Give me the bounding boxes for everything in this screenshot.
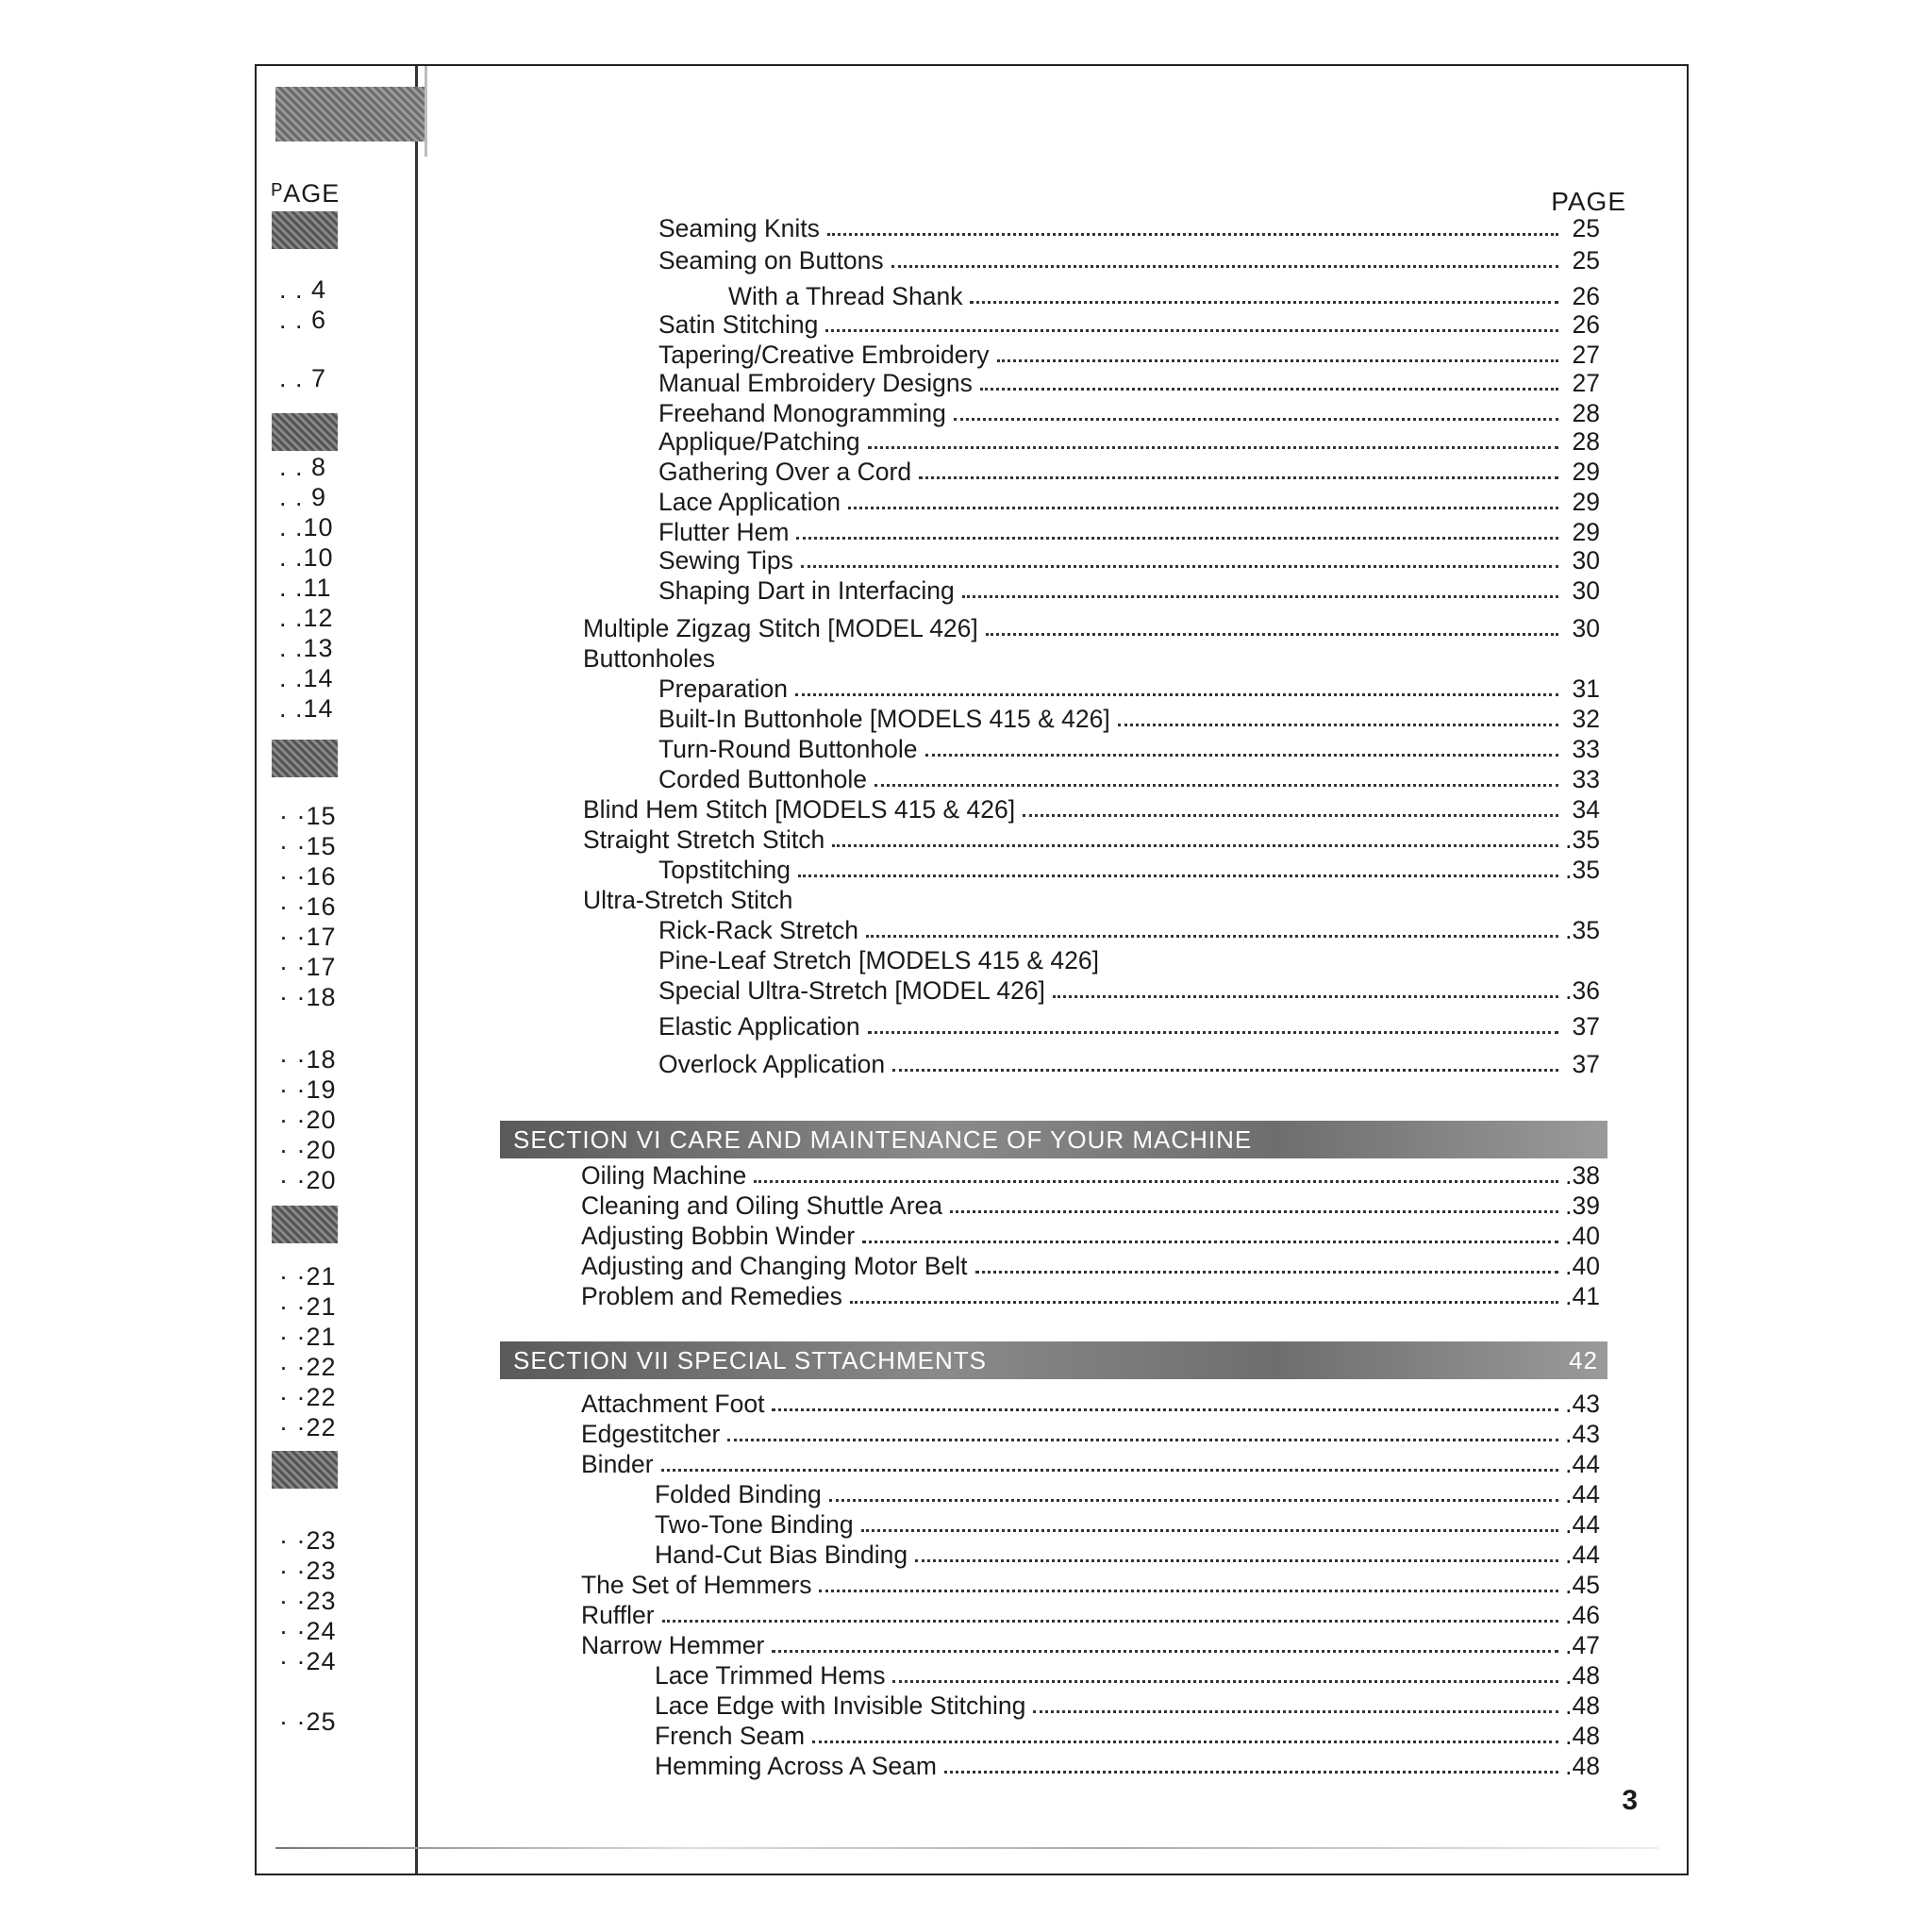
dot-leader [986, 633, 1558, 636]
toc-entry-page: 29 [1572, 458, 1600, 486]
toc-entry-page: .36 [1565, 976, 1600, 1005]
dot-leader [795, 693, 1558, 696]
toc-entry [581, 1158, 1600, 1191]
toc-entry-page: .48 [1565, 1722, 1600, 1750]
left-page-number: · ·21 [279, 1323, 337, 1351]
toc-entry-label: Turn-Round Buttonhole [658, 735, 918, 763]
dot-leader [874, 784, 1558, 787]
toc-entry [658, 574, 1600, 606]
toc-entry [581, 1447, 1600, 1479]
toc-entry-label: Seaming Knits [658, 214, 820, 242]
dot-leader [944, 1771, 1558, 1774]
section-vii-banner [500, 1341, 1607, 1379]
toc-entry-label: Oiling Machine [581, 1161, 747, 1190]
toc-entry-label: Ruffler [581, 1601, 655, 1629]
dot-leader [892, 1680, 1558, 1683]
toc-entry-page: 28 [1572, 427, 1600, 456]
dot-leader [829, 1499, 1558, 1502]
left-page-number: · ·23 [279, 1557, 337, 1585]
dot-leader [1033, 1710, 1558, 1713]
toc-entry-label: Built-In Buttonhole [MODELS 415 & 426] [658, 705, 1110, 733]
toc-entry-label: Blind Hem Stitch [MODELS 415 & 426] [583, 795, 1016, 824]
dot-leader [772, 1408, 1558, 1411]
left-page-number: . . 8 [279, 453, 327, 481]
scan-edge-line [275, 1847, 1658, 1849]
left-page-number: · ·17 [279, 953, 337, 981]
toc-entry-page: 29 [1572, 518, 1600, 546]
toc-entry-page: 34 [1572, 795, 1600, 824]
dot-leader [919, 476, 1558, 479]
dot-leader [827, 233, 1558, 236]
toc-entry-page: 33 [1572, 765, 1600, 793]
dot-leader [891, 265, 1558, 268]
toc-entry-label: With a Thread Shank [728, 282, 963, 310]
dot-leader [1053, 995, 1558, 998]
toc-entry-label: Corded Buttonhole [658, 765, 867, 793]
toc-entry-page: 30 [1572, 614, 1600, 642]
toc-entry-label: Hand-Cut Bias Binding [655, 1541, 908, 1569]
left-page-number: · ·18 [279, 983, 337, 1011]
toc-entry-label: Folded Binding [655, 1480, 822, 1508]
toc-entry [583, 823, 1600, 855]
left-section-bar [272, 1206, 338, 1243]
toc-entry [655, 1749, 1600, 1781]
dot-leader [970, 301, 1558, 304]
toc-entry [583, 611, 1600, 643]
toc-entry [658, 974, 1600, 1006]
left-page-number: . .11 [279, 574, 332, 602]
toc-entry-page: 32 [1572, 705, 1600, 733]
left-page-number: . . 9 [279, 483, 327, 511]
toc-entry-page: 26 [1572, 310, 1600, 339]
toc-entry-label: French Seam [655, 1722, 806, 1750]
section-vii-page: 42 [1569, 1345, 1598, 1374]
left-page-number: . .10 [279, 543, 334, 572]
left-page-number: · ·15 [279, 832, 337, 860]
toc-entry-label: Topstitching [658, 856, 791, 884]
toc-entry [581, 1189, 1600, 1221]
toc-entry-page: .44 [1565, 1450, 1600, 1478]
toc-entry [658, 543, 1600, 575]
dot-leader [819, 1590, 1558, 1592]
toc-entry-page: 28 [1572, 399, 1600, 427]
toc-entry-page: .35 [1565, 825, 1600, 854]
toc-entry-label: Attachment Foot [581, 1390, 765, 1418]
toc-entry-page: .44 [1565, 1541, 1600, 1569]
dot-leader [861, 1529, 1558, 1532]
left-page-number: . .14 [279, 664, 334, 692]
dot-leader [796, 537, 1558, 540]
dot-leader [950, 1210, 1558, 1213]
toc-entry-page: .43 [1565, 1420, 1600, 1448]
dot-leader [915, 1559, 1558, 1562]
toc-entry-page: .44 [1565, 1480, 1600, 1508]
section-vi-banner [500, 1121, 1607, 1158]
left-page-number: · ·15 [279, 802, 337, 830]
toc-entry [658, 455, 1600, 487]
dot-leader [850, 1301, 1558, 1304]
left-section-bar [272, 211, 338, 249]
toc-entry-page: .38 [1565, 1161, 1600, 1190]
left-page-number: · ·25 [279, 1707, 337, 1736]
toc-entry-label: Shaping Dart in Interfacing [658, 576, 955, 605]
toc-entry-label: Applique/Patching [658, 427, 860, 456]
toc-entry-label: Binder [581, 1450, 654, 1478]
left-page-number: · ·23 [279, 1526, 337, 1555]
toc-entry-page: .40 [1565, 1222, 1600, 1250]
left-page-number: · ·22 [279, 1383, 337, 1411]
dot-leader [862, 1241, 1558, 1243]
toc-entry-label: Rick-Rack Stretch [658, 916, 859, 944]
toc-entry-label: Edgestitcher [581, 1420, 721, 1448]
dot-leader [727, 1439, 1558, 1441]
toc-entry [655, 1538, 1600, 1570]
section-vi-title: SECTION VI CARE AND MAINTENANCE OF YOUR MACHINE [513, 1124, 1253, 1154]
toc-entry [658, 485, 1600, 517]
dot-leader [812, 1740, 1558, 1743]
toc-entry [658, 338, 1600, 370]
toc-entry-label: Gathering Over a Cord [658, 458, 912, 486]
toc-entry [658, 672, 1600, 704]
toc-entry-label: Narrow Hemmer [581, 1631, 765, 1659]
toc-entry-label: Ultra-Stretch Stitch [583, 886, 793, 914]
dot-leader [962, 595, 1558, 598]
toc-entry [658, 425, 1600, 457]
toc-entry [581, 1387, 1600, 1419]
toc-entry-page: .47 [1565, 1631, 1600, 1659]
document-page [255, 64, 1689, 1875]
toc-entry [655, 1658, 1600, 1690]
toc-entry [655, 1477, 1600, 1509]
toc-entry [581, 1249, 1600, 1281]
left-page-number: · ·22 [279, 1353, 337, 1381]
toc-entry-page: .48 [1565, 1661, 1600, 1690]
toc-entry [658, 396, 1600, 428]
toc-entry-label: Pine-Leaf Stretch [MODELS 415 & 426] [658, 946, 1099, 974]
left-page-number: . .14 [279, 694, 334, 723]
left-page-number: · ·16 [279, 892, 337, 921]
left-section-bar [272, 1451, 338, 1489]
toc-entry-label: Straight Stretch Stitch [583, 825, 825, 854]
toc-entry-page: 25 [1572, 246, 1600, 275]
toc-entry-label: Two-Tone Binding [655, 1510, 854, 1539]
toc-entry-page: 30 [1572, 576, 1600, 605]
toc-entry [655, 1719, 1600, 1751]
left-page-number: . .10 [279, 513, 334, 541]
dot-leader [798, 874, 1558, 877]
dot-leader [801, 565, 1558, 568]
dot-leader [848, 507, 1558, 509]
dot-leader [866, 935, 1558, 938]
toc-entry-page: .41 [1565, 1282, 1600, 1310]
toc-entry-label: The Set of Hemmers [581, 1571, 812, 1599]
toc-entry [658, 853, 1600, 885]
left-page-number: . . 7 [279, 364, 327, 392]
dot-leader [661, 1469, 1558, 1472]
left-page-number: . .13 [279, 634, 334, 662]
dot-leader [997, 359, 1558, 362]
toc-entry-page: 30 [1572, 546, 1600, 575]
dot-leader [1118, 724, 1558, 726]
toc-entry-label: Preparation [658, 675, 789, 703]
toc-entry-page: 37 [1572, 1012, 1600, 1041]
toc-entry [658, 702, 1600, 734]
dot-leader [980, 388, 1558, 391]
left-page-heading: ᴾAGE [272, 179, 341, 208]
toc-entry-page: 31 [1572, 675, 1600, 703]
toc-entry-page: 37 [1572, 1050, 1600, 1078]
toc-entry-page: 25 [1572, 214, 1600, 242]
left-page-number: · ·22 [279, 1413, 337, 1441]
dot-leader [868, 446, 1558, 449]
toc-entry [658, 1009, 1600, 1041]
left-page-number: · ·24 [279, 1647, 337, 1675]
adjacent-page-strip [257, 66, 418, 1874]
left-page-number: · ·18 [279, 1045, 337, 1074]
left-page-number: · ·21 [279, 1292, 337, 1321]
toc-entry [728, 279, 1600, 311]
dot-leader [892, 1069, 1558, 1072]
toc-entry-label: Overlock Application [658, 1050, 886, 1078]
dot-leader [868, 1031, 1558, 1034]
toc-entry-page: .46 [1565, 1601, 1600, 1629]
left-page-number: · ·24 [279, 1617, 337, 1645]
toc-entry [655, 1689, 1600, 1721]
toc-entry [658, 732, 1600, 764]
left-page-number: . .12 [279, 604, 334, 632]
toc-entry-label: Elastic Application [658, 1012, 860, 1041]
toc-entry-label: Adjusting and Changing Motor Belt [581, 1252, 968, 1280]
left-page-number: · ·20 [279, 1166, 337, 1194]
dot-leader [975, 1271, 1558, 1274]
toc-entry-page: 29 [1572, 488, 1600, 516]
toc-entry-page: 33 [1572, 735, 1600, 763]
toc-entry [655, 1507, 1600, 1540]
left-page-number: · ·17 [279, 923, 337, 951]
toc-entry-label: Sewing Tips [658, 546, 793, 575]
left-section-bar [272, 413, 338, 451]
toc-entry [581, 1628, 1600, 1660]
toc-entry-label: Special Ultra-Stretch [MODEL 426] [658, 976, 1045, 1005]
toc-entry-label: Adjusting Bobbin Winder [581, 1222, 856, 1250]
toc-entry [658, 308, 1600, 340]
toc-entry [583, 792, 1600, 824]
dot-leader [1023, 814, 1558, 817]
toc-entry-label: Seaming on Buttons [658, 246, 884, 275]
toc-entry-page: .43 [1565, 1390, 1600, 1418]
toc-entry-label: Multiple Zigzag Stitch [MODEL 426] [583, 614, 978, 642]
left-page-number: · ·20 [279, 1136, 337, 1164]
toc-entry-page: .48 [1565, 1752, 1600, 1780]
left-page-number: · ·23 [279, 1587, 337, 1615]
toc-entry-label: Cleaning and Oiling Shuttle Area [581, 1191, 943, 1220]
toc-entry [658, 211, 1600, 243]
toc-entry-page: .39 [1565, 1191, 1600, 1220]
page-column-heading: PAGE [1551, 187, 1626, 216]
toc-entry-label: Flutter Hem [658, 518, 790, 546]
dot-leader [825, 329, 1558, 332]
toc-entry-label: Problem and Remedies [581, 1282, 842, 1310]
toc-entry-page: .40 [1565, 1252, 1600, 1280]
toc-entry [581, 1279, 1600, 1311]
toc-entry-page: .45 [1565, 1571, 1600, 1599]
toc-entry-page: .35 [1565, 916, 1600, 944]
toc-entry-label: Freehand Monogramming [658, 399, 946, 427]
toc-entry-page: 27 [1572, 341, 1600, 369]
dot-leader [772, 1650, 1558, 1653]
dot-leader [954, 418, 1558, 421]
page-number: 3 [1622, 1785, 1638, 1816]
toc-entry [581, 1219, 1600, 1251]
toc-entry [583, 641, 1600, 674]
scan-smudge [275, 87, 426, 142]
toc-entry-label: Lace Trimmed Hems [655, 1661, 886, 1690]
left-page-number: · ·16 [279, 862, 337, 891]
left-page-number: · ·21 [279, 1262, 337, 1291]
left-page-number: . . 4 [279, 275, 327, 304]
dot-leader [754, 1180, 1558, 1183]
toc-entry-label: Manual Embroidery Designs [658, 369, 973, 397]
toc-entry-label: Lace Edge with Invisible Stitching [655, 1691, 1026, 1720]
toc-entry [658, 515, 1600, 547]
toc-entry [583, 883, 1600, 915]
dot-leader [925, 754, 1559, 757]
toc-entry-label: Lace Application [658, 488, 841, 516]
toc-entry-page: .44 [1565, 1510, 1600, 1539]
section-vii-title: SECTION VII SPECIAL STTACHMENTS [513, 1345, 987, 1374]
toc-entry-page: 27 [1572, 369, 1600, 397]
toc-entry-label: Hemming Across A Seam [655, 1752, 937, 1780]
toc-entry [658, 943, 1600, 975]
toc-entry-label: Satin Stitching [658, 310, 819, 339]
page-gutter [425, 66, 427, 157]
toc-entry-label: Buttonholes [583, 644, 715, 673]
toc-entry [581, 1568, 1600, 1600]
dot-leader [662, 1620, 1558, 1623]
toc-entry [658, 913, 1600, 945]
toc-entry [658, 1047, 1600, 1079]
toc-entry-page: .35 [1565, 856, 1600, 884]
toc-entry-page: 26 [1572, 282, 1600, 310]
dot-leader [832, 844, 1558, 847]
toc-entry [581, 1598, 1600, 1630]
left-section-bar [272, 740, 338, 777]
toc-entry-page: .48 [1565, 1691, 1600, 1720]
toc-entry [581, 1417, 1600, 1449]
toc-entry [658, 366, 1600, 398]
toc-entry-label: Tapering/Creative Embroidery [658, 341, 990, 369]
toc-entry [658, 762, 1600, 794]
left-page-number: . . 6 [279, 306, 327, 334]
left-page-number: · ·20 [279, 1106, 337, 1134]
toc-entry [658, 243, 1600, 275]
left-page-number: · ·19 [279, 1075, 337, 1104]
